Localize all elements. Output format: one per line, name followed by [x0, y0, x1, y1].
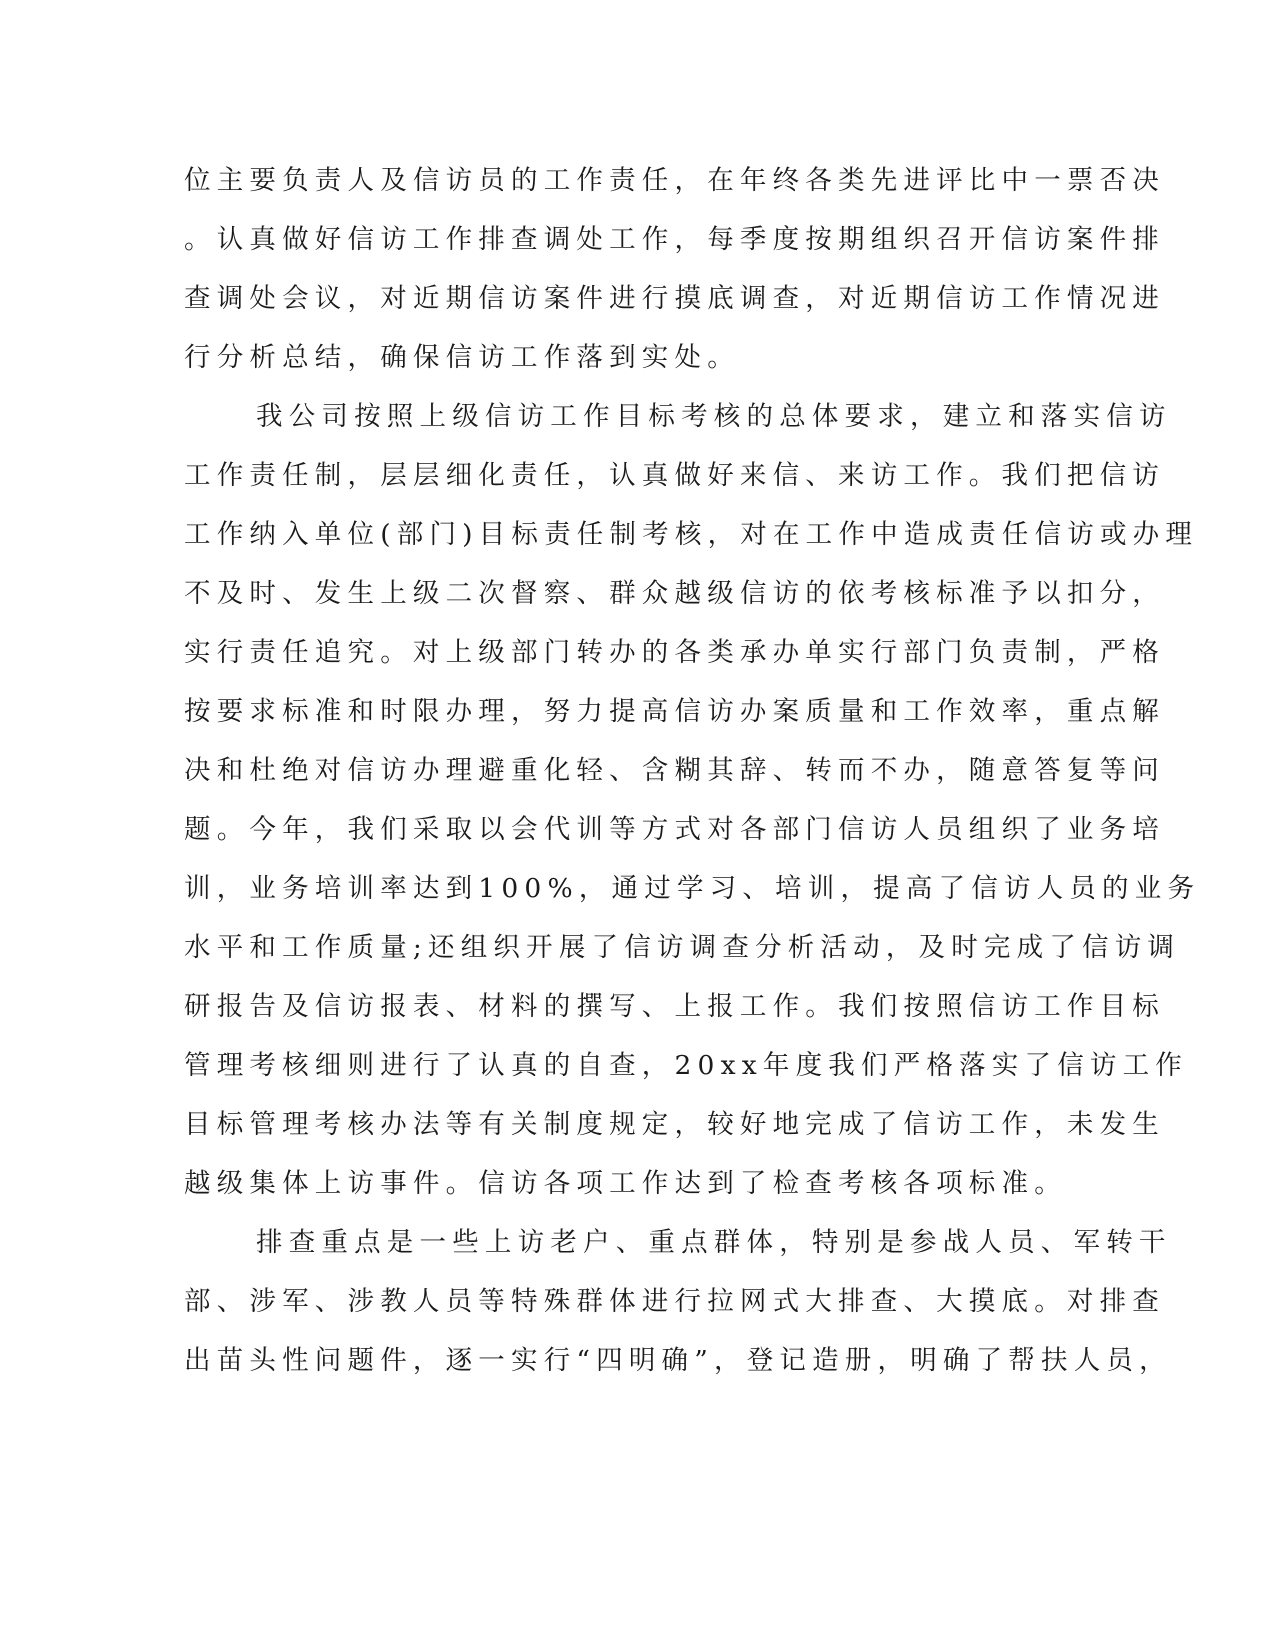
text-line: 训，业务培训率达到100%，通过学习、培训，提高了信访人员的业务: [184, 873, 1201, 904]
text-line: 。认真做好信访工作排查调处工作，每季度按期组织召开信访案件排: [184, 224, 1165, 255]
text-line: 研报告及信访报表、材料的撰写、上报工作。我们按照信访工作目标: [184, 991, 1165, 1022]
text-line: 工作责任制，层层细化责任，认真做好来信、来访工作。我们把信访: [184, 460, 1165, 491]
text-line: 题。今年，我们采取以会代训等方式对各部门信访人员组织了业务培: [184, 814, 1165, 845]
text-line: 出苗头性问题件，逐一实行“四明确”，登记造册，明确了帮扶人员，: [184, 1345, 1172, 1376]
text-line: 水平和工作质量;还组织开展了信访调查分析活动，及时完成了信访调: [184, 932, 1181, 963]
text-line: 按要求标准和时限办理，努力提高信访办案质量和工作效率，重点解: [184, 696, 1165, 727]
text-line: 管理考核细则进行了认真的自查，20xx年度我们严格落实了信访工作: [184, 1050, 1189, 1081]
text-line: 不及时、发生上级二次督察、群众越级信访的依考核标准予以扣分，: [184, 578, 1165, 609]
text-line: 行分析总结，确保信访工作落到实处。: [184, 342, 740, 373]
text-line: 部、涉军、涉教人员等特殊群体进行拉网式大排查、大摸底。对排查: [184, 1286, 1165, 1317]
text-line: 查调处会议，对近期信访案件进行摸底调查，对近期信访工作情况进: [184, 283, 1165, 314]
paragraph-first-line: 排查重点是一些上访老户、重点群体，特别是参战人员、军转干: [256, 1227, 1172, 1258]
paragraph-first-line: 我公司按照上级信访工作目标考核的总体要求，建立和落实信访: [256, 401, 1172, 432]
text-line: 目标管理考核办法等有关制度规定，较好地完成了信访工作，未发生: [184, 1109, 1165, 1140]
text-line: 位主要负责人及信访员的工作责任，在年终各类先进评比中一票否决: [184, 165, 1165, 196]
text-line: 实行责任追究。对上级部门转办的各类承办单实行部门负责制，严格: [184, 637, 1165, 668]
text-line: 越级集体上访事件。信访各项工作达到了检查考核各项标准。: [184, 1168, 1067, 1199]
text-line: 决和杜绝对信访办理避重化轻、含糊其辞、转而不办，随意答复等问: [184, 755, 1165, 786]
text-line: 工作纳入单位(部门)目标责任制考核，对在工作中造成责任信访或办理: [184, 519, 1199, 550]
